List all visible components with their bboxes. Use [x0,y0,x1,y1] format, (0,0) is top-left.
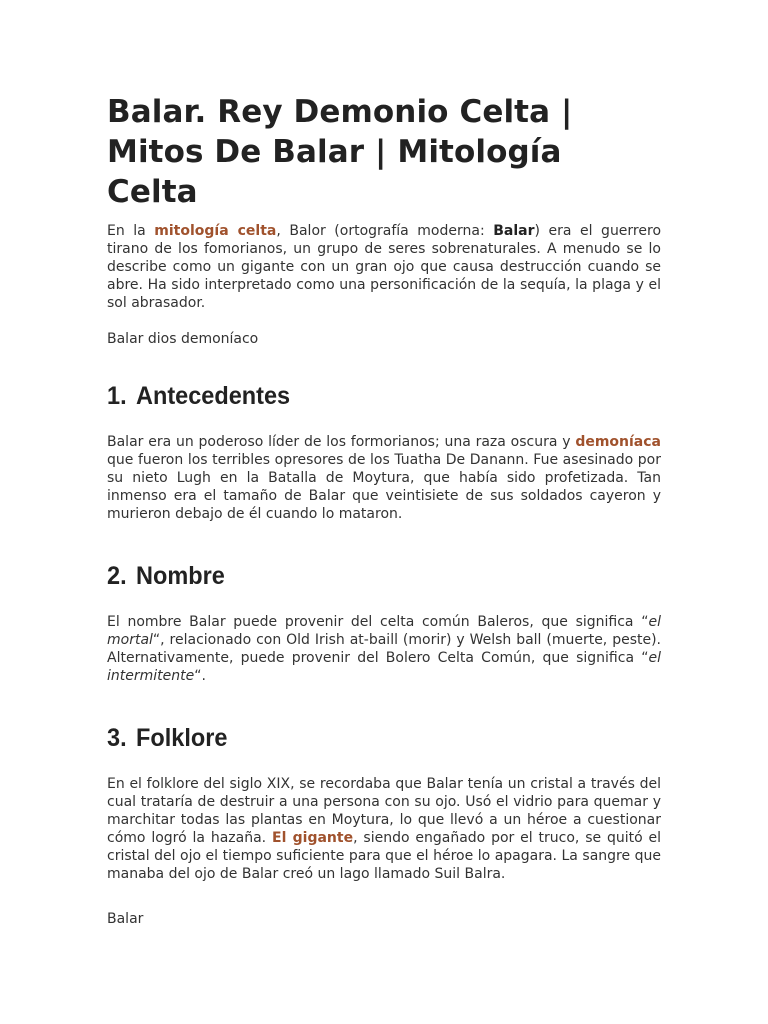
intro-paragraph [107,222,661,312]
section-heading-folklore [107,723,628,753]
image-caption-balar: Balar [107,911,144,927]
section-number: 2. [107,562,127,590]
page-title: Balar. Rey Demonio Celta | Mitos De Balar | Mitología Celta [107,94,573,210]
link-el-gigante[interactable]: El gigante [272,830,354,846]
intro-text-end: ) era el guerrero tirano de los fomorianos, un grupo de seres sobrenaturales. A menudo se lo describe como un gigante con un gran ojo que causa destrucción cuando se abre. Ha sido interpretado como una personificación de la sequía, la plaga y el sol abrasador. [107,223,662,311]
emphasis-el-intermitente: el intermitente [107,650,661,684]
article [107,92,661,928]
section-paragraph-antecedentes [107,433,661,523]
link-mitologia-celta[interactable]: mitología celta [154,223,277,239]
paragraph-text: El nombre Balar puede provenir del celta común Baleros, que significa “ [107,614,649,630]
intro-text-mid: , Balor (ortografía moderna: [276,223,494,239]
section-title: Folklore [136,724,228,752]
section-title: Nombre [136,562,225,590]
section-number: 1. [107,382,127,410]
image-caption-demon-god: Balar dios demoníaco [107,331,259,347]
paragraph-text: En el folklore del siglo XIX, se recordaba que Balar tenía un cristal a través del cual trataría de destruir a una persona con su ojo. Usó el vidrio para quemar y marchitar todas las plantas en Moytura, lo que llevó a un héroe a cuestionar cómo logró la hazaña. [107,776,661,846]
section-heading-antecedentes [107,381,628,411]
emphasis-el-mortal: el mortal [107,614,661,648]
paragraph-text: que fueron los terribles opresores de los Tuatha De Danann. Fue asesinado por su nieto Lugh en la Batalla de Moytura, que había sido profetizada. Tan inmenso era el tamaño de Balar que veintisiete de sus soldados cayeron y murieron debajo de él cuando lo mataron. [107,452,661,522]
paragraph-text: “, relacionado con Old Irish at-baill (morir) y Welsh ball (muerte, peste). Alternativamente, puede provenir del Bolero Celta Común, que significa “ [107,632,661,666]
section-number: 3. [107,724,127,752]
intro-text-start: En la [107,223,155,239]
section-title: Antecedentes [136,382,291,410]
section-heading-nombre [107,561,628,591]
section-paragraph-folklore [107,775,661,883]
paragraph-text: “. [194,668,206,684]
paragraph-text: Balar era un poderoso líder de los formorianos; una raza oscura y [107,434,576,450]
paragraph-text: , siendo engañado por el truco, se quitó el cristal del ojo el tiempo suficiente para que el héroe lo apagara. La sangre que manaba del ojo de Balar creó un lago llamado Suil Balra. [107,830,662,882]
section-paragraph-nombre [107,613,661,685]
link-demoniaca[interactable]: demoníaca [575,434,661,450]
intro-bold-balar: Balar [493,223,535,239]
